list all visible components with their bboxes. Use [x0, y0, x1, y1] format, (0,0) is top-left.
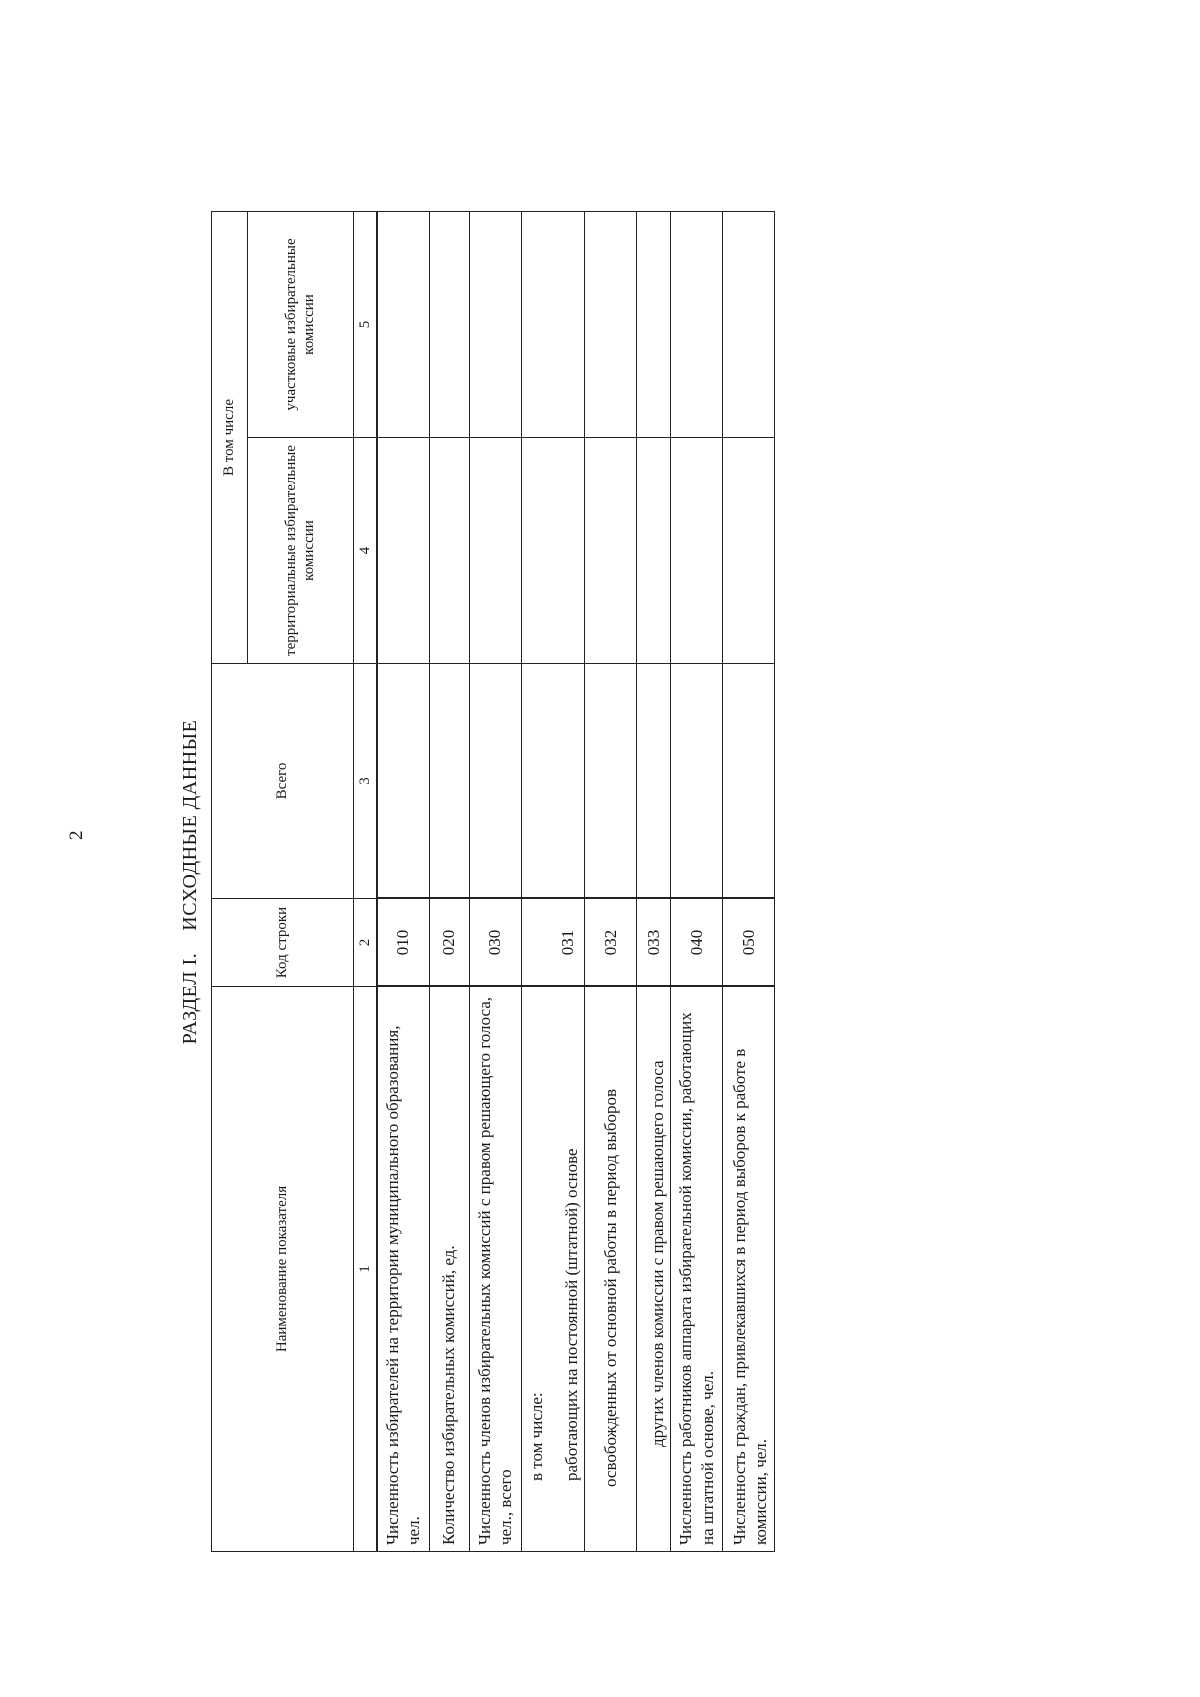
column-numbers-row [354, 211, 378, 1551]
cell-territorial[interactable] [723, 438, 775, 664]
cell-precinct[interactable] [723, 211, 775, 437]
row-name: освобожденных от основной работы в период выборов [585, 987, 637, 1552]
page-number: 2 [66, 830, 87, 840]
cell-territorial[interactable] [377, 438, 429, 664]
table-row [585, 211, 637, 1551]
row-code: 020 [429, 899, 469, 987]
cell-total[interactable] [671, 664, 723, 899]
row-name: работающих на постоянной (штатной) основе [561, 1148, 581, 1481]
header-code: Код строки [212, 899, 354, 987]
cell-territorial[interactable] [521, 438, 585, 664]
cell-precinct[interactable] [671, 211, 723, 437]
row-name: в том числе: [526, 1392, 546, 1481]
row-code: 030 [469, 899, 521, 987]
cell-total[interactable] [377, 664, 429, 899]
cell-total[interactable] [637, 664, 671, 899]
cell-precinct[interactable] [521, 211, 585, 437]
header-total: Всего [212, 664, 354, 899]
row-name: Численность избирателей на территории муниципального образования, чел. [377, 987, 429, 1552]
column-number: 5 [354, 211, 378, 437]
header-including: В том числе [212, 211, 248, 663]
column-number: 1 [354, 987, 378, 1552]
table-row [723, 211, 775, 1551]
table-row [377, 211, 429, 1551]
cell-territorial[interactable] [585, 438, 637, 664]
cell-territorial[interactable] [671, 438, 723, 664]
row-code: 010 [377, 899, 429, 987]
row-code: 033 [637, 899, 671, 987]
row-code: 050 [723, 899, 775, 987]
row-name: других членов комиссии с правом решающего голоса [637, 987, 671, 1552]
section-title: РАЗДЕЛ I. ИСХОДНЫЕ ДАННЫЕ [179, 719, 201, 1045]
header-precinct: участковые избирательные комиссии [248, 211, 354, 437]
table-row [521, 211, 585, 1551]
cell-precinct[interactable] [469, 211, 521, 437]
row-name: Численность членов избирательных комиссий с правом решающего голоса, чел., всего [469, 987, 521, 1552]
column-number: 2 [354, 899, 378, 987]
header-territorial: территориальные избирательные комиссии [248, 438, 354, 664]
header-name: Наименование показателя [212, 987, 354, 1552]
cell-total[interactable] [521, 664, 585, 899]
cell-precinct[interactable] [585, 211, 637, 437]
row-code: 040 [671, 899, 723, 987]
rotated-content [179, 212, 815, 1552]
table-row [637, 211, 671, 1551]
row-name: Численность работников аппарата избирательной комиссии, работающих на штатной основе, чел. [671, 987, 723, 1552]
row-name: Численность граждан, привлекавшихся в период выборов к работе в комиссии, чел. [723, 987, 775, 1552]
column-number: 3 [354, 664, 378, 899]
cell-territorial[interactable] [469, 438, 521, 664]
table-row [429, 211, 469, 1551]
row-code: 032 [585, 899, 637, 987]
row-name: Количество избирательных комиссий, ед. [429, 987, 469, 1552]
cell-total[interactable] [723, 664, 775, 899]
cell-total[interactable] [585, 664, 637, 899]
cell-territorial[interactable] [429, 438, 469, 664]
cell-total[interactable] [429, 664, 469, 899]
table-row [671, 211, 723, 1551]
cell-territorial[interactable] [637, 438, 671, 664]
row-code: 031 [521, 899, 585, 987]
cell-precinct[interactable] [377, 211, 429, 437]
cell-precinct[interactable] [429, 211, 469, 437]
indicators-table [211, 211, 775, 1552]
cell-total[interactable] [469, 664, 521, 899]
column-number: 4 [354, 438, 378, 664]
cell-precinct[interactable] [637, 211, 671, 437]
table-row [469, 211, 521, 1551]
